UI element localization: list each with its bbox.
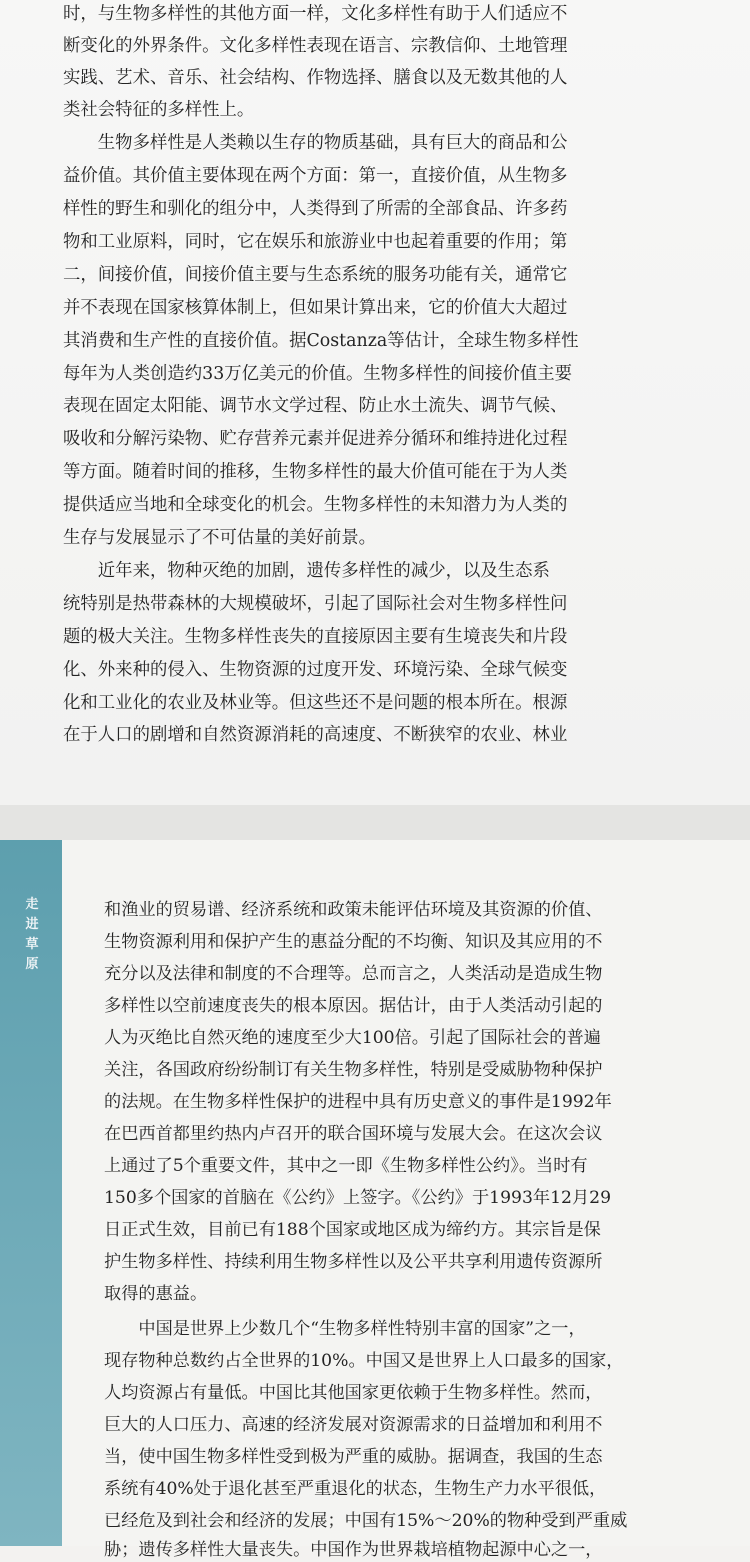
text-line: 上通过了5个重要文件，其中之一即《生物多样性公约》。当时有 bbox=[104, 1156, 588, 1176]
text-line: 化和工业化的农业及林业等。但这些还不是问题的根本所在。根源 bbox=[63, 693, 568, 713]
text-line: 统特别是热带森林的大规模破坏，引起了国际社会对生物多样性问 bbox=[63, 594, 568, 614]
text-line: 在巴西首都里约热内卢召开的联合国环境与发展大会。在这次会议 bbox=[104, 1124, 603, 1144]
text-line: 充分以及法律和制度的不合理等。总而言之，人类活动是造成生物 bbox=[104, 964, 603, 984]
text-line: 关注，各国政府纷纷制订有关生物多样性，特别是受威胁物种保护 bbox=[104, 1060, 603, 1080]
text-line: 取得的惠益。 bbox=[104, 1284, 208, 1304]
text-line: 二，间接价值，间接价值主要与生态系统的服务功能有关，通常它 bbox=[63, 265, 568, 285]
text-line: 断变化的外界条件。文化多样性表现在语言、宗教信仰、土地管理 bbox=[63, 36, 568, 56]
side-label-char: 进 bbox=[25, 917, 39, 932]
text-line: 提供适应当地和全球变化的机会。生物多样性的未知潜力为人类的 bbox=[63, 495, 568, 515]
text-line: 近年来，物种灭绝的加剧，遗传多样性的减少，以及生态系 bbox=[63, 561, 550, 581]
text-line: 吸收和分解污染物、贮存营养元素并促进养分循环和维持进化过程 bbox=[63, 429, 568, 449]
text-line: 已经危及到社会和经济的发展；中国有15%～20%的物种受到严重威 bbox=[104, 1511, 628, 1531]
text-line: 并不表现在国家核算体制上，但如果计算出来，它的价值大大超过 bbox=[63, 298, 568, 318]
text-line: 物和工业原料，同时，它在娱乐和旅游业中也起着重要的作用；第 bbox=[63, 232, 568, 252]
text-line: 150多个国家的首脑在《公约》上签字。《公约》于1993年12月29 bbox=[104, 1188, 612, 1208]
text-line: 日正式生效，目前已有188个国家或地区成为缔约方。其宗旨是保 bbox=[104, 1220, 601, 1240]
text-line: 样性的野生和驯化的组分中，人类得到了所需的全部食品、许多药 bbox=[63, 199, 568, 219]
text-line: 类社会特征的多样性上。 bbox=[63, 100, 255, 120]
side-label-char: 走 bbox=[25, 897, 39, 912]
text-line: 实践、艺术、音乐、社会结构、作物选择、膳食以及无数其他的人 bbox=[63, 68, 568, 88]
text-line: 人均资源占有量低。中国比其他国家更依赖于生物多样性。然而， bbox=[104, 1383, 603, 1403]
text-line: 在于人口的剧增和自然资源消耗的高速度、不断狭窄的农业、林业 bbox=[63, 725, 568, 745]
text-line: 题的极大关注。生物多样性丧失的直接原因主要有生境丧失和片段 bbox=[63, 627, 568, 647]
text-line: 当，使中国生物多样性受到极为严重的威胁。据调查，我国的生态 bbox=[104, 1447, 603, 1467]
text-line: 人为灭绝比自然灭绝的速度至少大100倍。引起了国际社会的普遍 bbox=[104, 1028, 601, 1048]
side-label-char: 原 bbox=[25, 957, 39, 972]
text-line: 中国是世界上少数几个“生物多样性特别丰富的国家”之一， bbox=[104, 1319, 586, 1339]
page-gap bbox=[0, 805, 750, 840]
text-line: 和渔业的贸易谱、经济系统和政策未能评估环境及其资源的价值、 bbox=[104, 900, 603, 920]
text-line: 胁；遗传多样性大量丧失。中国作为世界栽培植物起源中心之一， bbox=[104, 1540, 603, 1560]
text-line: 现存物种总数约占全世界的10%。中国又是世界上人口最多的国家， bbox=[104, 1351, 624, 1371]
text-line: 益价值。其价值主要体现在两个方面：第一，直接价值，从生物多 bbox=[63, 166, 568, 186]
text-line: 生存与发展显示了不可估量的美好前景。 bbox=[63, 528, 377, 548]
text-line: 的法规。在生物多样性保护的进程中具有历史意义的事件是1992年 bbox=[104, 1092, 612, 1112]
text-line: 其消费和生产性的直接价值。据Costanza等估计，全球生物多样性 bbox=[63, 331, 579, 351]
text-line: 每年为人类创造约33万亿美元的价值。生物多样性的间接价值主要 bbox=[63, 364, 573, 384]
text-line: 生物多样性是人类赖以生存的物质基础，具有巨大的商品和公 bbox=[63, 133, 568, 153]
text-line: 时，与生物多样性的其他方面一样，文化多样性有助于人们适应不 bbox=[63, 4, 568, 24]
text-line: 等方面。随着时间的推移，生物多样性的最大价值可能在于为人类 bbox=[63, 462, 568, 482]
text-line: 系统有40%处于退化甚至严重退化的状态，生物生产力水平很低， bbox=[104, 1479, 607, 1499]
chapter-side-label bbox=[24, 895, 40, 975]
side-label-char: 草 bbox=[25, 937, 39, 952]
text-line: 巨大的人口压力、高速的经济发展对资源需求的日益增加和利用不 bbox=[104, 1415, 603, 1435]
text-line: 化、外来种的侵入、生物资源的过度开发、环境污染、全球气候变 bbox=[63, 660, 568, 680]
text-line: 多样性以空前速度丧失的根本原因。据估计，由于人类活动引起的 bbox=[104, 996, 603, 1016]
text-line: 护生物多样性、持续利用生物多样性以及公平共享利用遗传资源所 bbox=[104, 1252, 603, 1272]
text-line: 生物资源利用和保护产生的惠益分配的不均衡、知识及其应用的不 bbox=[104, 932, 603, 952]
text-line: 表现在固定太阳能、调节水文学过程、防止水土流失、调节气候、 bbox=[63, 396, 568, 416]
